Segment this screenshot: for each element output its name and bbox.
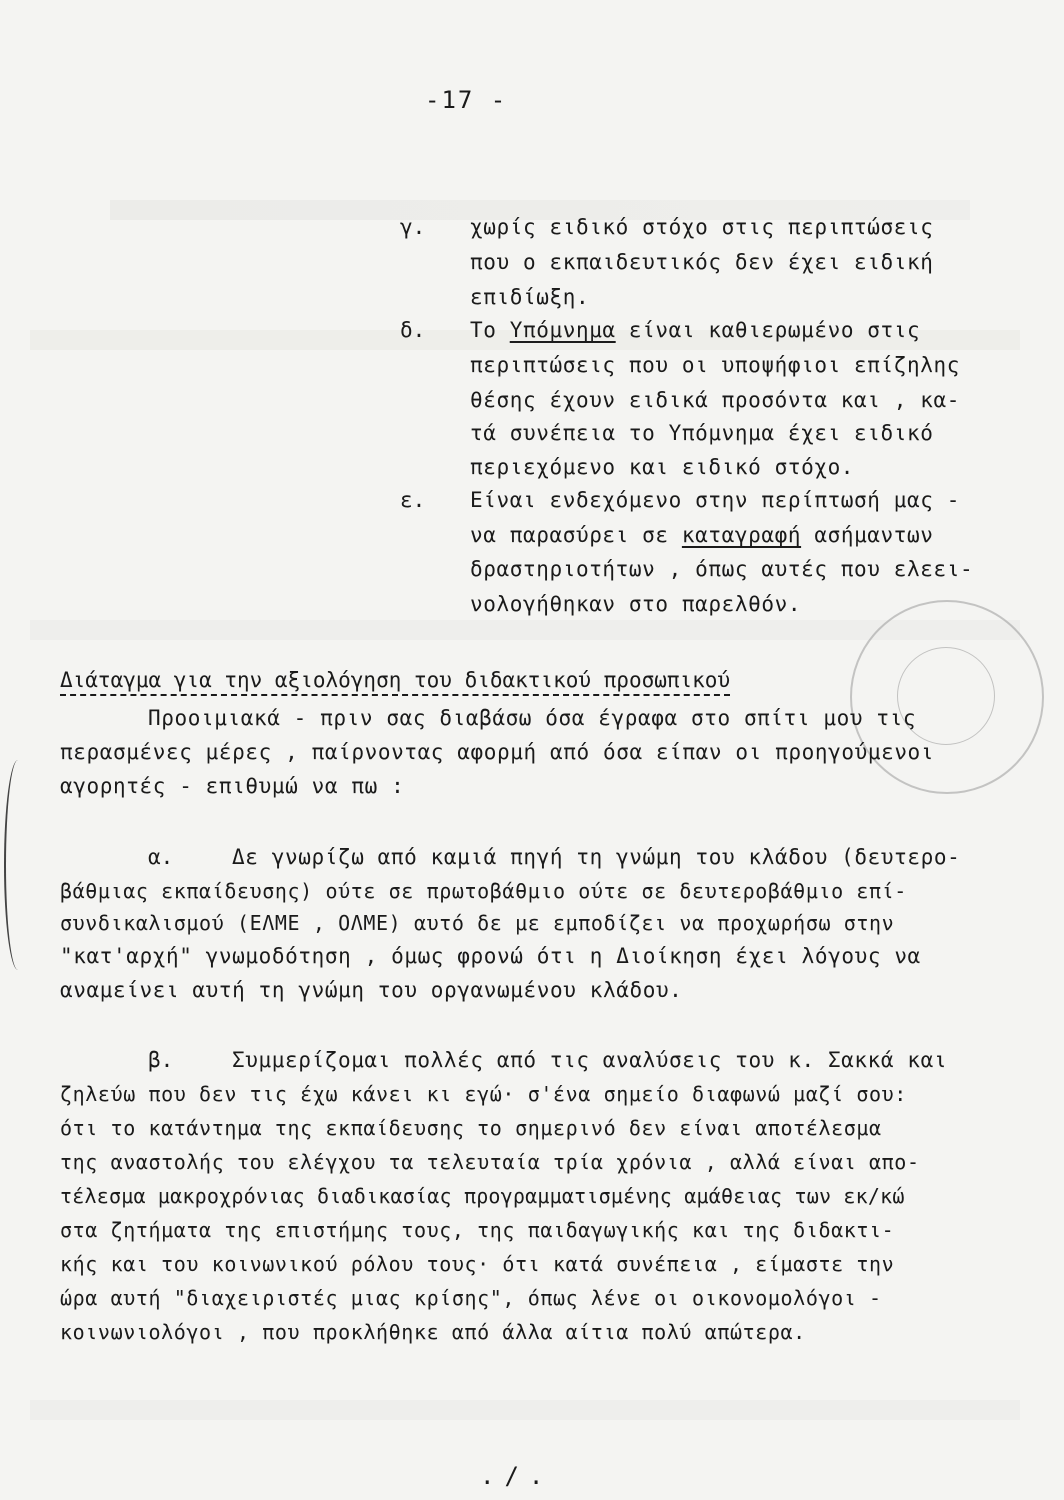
paragraph-line: της αναστολής του ελέγχου τα τελευταία τρία χρόνια , αλλά είναι απο- [60,1150,920,1174]
paragraph-line: ότι το κατάντημα της εκπαίδευσης το σημερινό δεν είναι αποτέλεσμα [60,1116,882,1140]
item-line: που ο εκπαιδευτικός δεν έχει ειδική [470,250,934,274]
continuation-mark: ./. [480,1462,554,1490]
underlined-word: καταγραφή [681,523,802,547]
paragraph-line: ζηλεύω που δεν τις έχω κάνει κι εγώ· σ'ένα σημείο διαφωνώ μαζί σου: [60,1082,907,1106]
paragraph-line: τέλεσμα μακροχρόνιας διαδικασίας προγραμματισμένης αμάθειας των εκ/κώ [60,1184,905,1208]
intro-line: Προοιμιακά - πριν σας διαβάσω όσα έγραφα στο σπίτι μου τις [148,706,917,730]
intro-line: περασμένες μέρες , παίρνοντας αφορμή από όσα είπαν οι προηγούμενοι [60,740,935,764]
paragraph-marker: α. [148,845,174,869]
item-line: χωρίς ειδικό στόχο στις περιπτώσεις [470,215,934,239]
item-line: τά συνέπεια το Υπόμνημα έχει ειδικό [470,421,934,445]
item-line: Το Υπόμνημα είναι καθιερωμένο στις [470,318,921,342]
item-line: Είναι ενδεχόμενο στην περίπτωσή μας - [470,488,960,512]
item-line: επιδίωξη. [470,285,590,309]
official-stamp [850,600,1044,794]
paragraph-line: Συμμερίζομαι πολλές από τις αναλύσεις του κ. Σακκά και [232,1048,948,1072]
page-number: -17 - [425,86,508,114]
item-marker: ε. [400,488,426,512]
item-line: περιεχόμενο και ειδικό στόχο. [470,455,855,479]
item-marker: δ. [400,318,426,342]
intro-line: αγορητές - επιθυμώ να πω : [60,774,405,798]
paragraph-line: Δε γνωρίζω από καμιά πηγή τη γνώμη του κλάδου (δευτερο- [232,845,961,869]
paragraph-line: κοινωνιολόγοι , που προκλήθηκε από άλλα αίτια πολύ απώτερα. [60,1320,806,1344]
bleed-through-text [30,1400,1020,1420]
item-line: περιπτώσεις που οι υποψήφιοι επίζηλης [470,353,960,377]
item-line: να παρασύρει σε καταγραφή ασήμαντων [470,523,934,547]
paragraph-line: κής και του κοινωνικού ρόλου τους· ότι κατά συνέπεια , είμαστε την [60,1252,895,1276]
paragraph-line: βάθμιας εκπαίδευσης) ούτε σε πρωτοβάθμιο ούτε σε δευτεροβάθμιο επί- [60,879,907,903]
margin-bracket [4,760,32,970]
paragraph-line: "κατ'αρχή" γνωμοδότηση , όμως φρονώ ότι η Διοίκηση έχει λόγους να [60,944,921,968]
item-line: δραστηριοτήτων , όπως αυτές που ελεει- [470,557,974,581]
paragraph-line: ώρα αυτή "διαχειριστές μιας κρίσης", όπως λένε οι οικονομολόγοι - [60,1286,882,1310]
paragraph-line: αναμείνει αυτή τη γνώμη του οργανωμένου κλάδου. [60,978,683,1002]
section-heading: Διάταγμα για την αξιολόγηση του διδακτικού προσωπικού [60,668,730,696]
paragraph-line: συνδικαλισμού (ΕΛΜΕ , ΟΛΜΕ) αυτό δε με εμποδίζει να προχωρήσω στην [60,911,895,935]
paragraph-line: στα ζητήματα της επιστήμης τους, της παιδαγωγικής και της διδακτι- [60,1218,895,1242]
paragraph-marker: β. [148,1048,174,1072]
item-line: νολογήθηκαν στο παρελθόν. [470,592,802,616]
underlined-word: Υπόμνημα [509,318,616,342]
item-marker: γ. [400,215,426,239]
item-line: θέσης έχουν ειδικά προσόντα και , κα- [470,388,960,412]
